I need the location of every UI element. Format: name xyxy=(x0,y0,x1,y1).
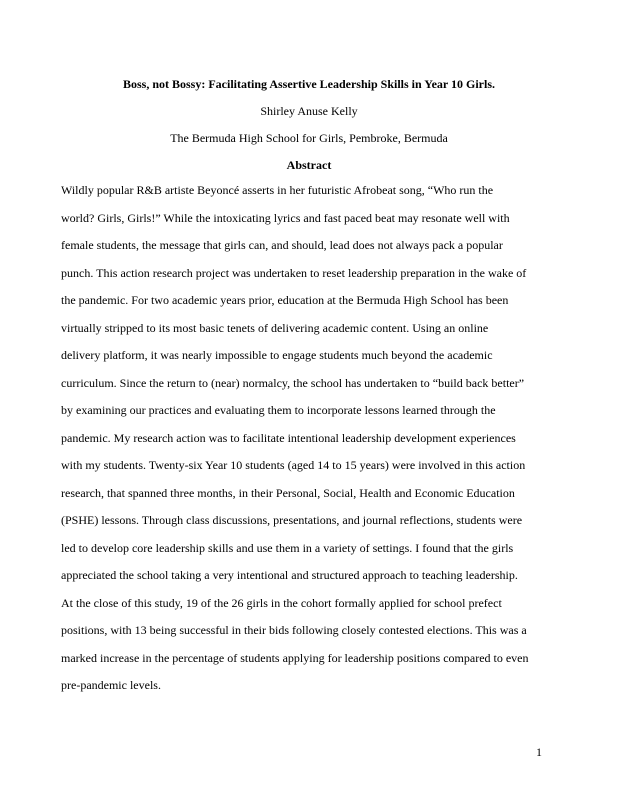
abstract-line: At the close of this study, 19 of the 26 girls in the cohort formally applied for school prefect xyxy=(61,595,502,610)
abstract-line: led to develop core leadership skills and use them in a variety of settings. I found that the girls xyxy=(61,540,514,555)
abstract-line: delivery platform, it was nearly impossible to engage students much beyond the academic xyxy=(61,348,493,362)
page-number: 1 xyxy=(536,745,542,759)
abstract-line: (PSHE) lessons. Through class discussions, presentations, and journal reflections, students were xyxy=(61,513,523,527)
abstract-line: the pandemic. For two academic years prior, education at the Bermuda High School has been xyxy=(61,293,509,307)
abstract-line: pre-pandemic levels. xyxy=(61,678,161,692)
abstract-line: by examining our practices and evaluating them to incorporate lessons learned through the xyxy=(61,403,496,417)
paper-title: Boss, not Bossy: Facilitating Assertive Leadership Skills in Year 10 Girls. xyxy=(122,77,496,91)
abstract-heading: Abstract xyxy=(286,158,332,172)
abstract-line: curriculum. Since the return to (near) normalcy, the school has undertaken to “build back better” xyxy=(61,375,525,390)
abstract-line: appreciated the school taking a very intentional and structured approach to teaching leadership. xyxy=(61,568,518,582)
abstract-body xyxy=(61,183,561,706)
abstract-line: with my students. Twenty-six Year 10 students (aged 14 to 15 years) were involved in this action xyxy=(61,458,526,472)
abstract-line: marked increase in the percentage of students applying for leadership positions compared to even xyxy=(61,650,529,665)
author-name: Shirley Anuse Kelly xyxy=(260,104,358,118)
abstract-line: positions, with 13 being successful in their bids following closely contested elections. This was a xyxy=(61,623,527,637)
abstract-line: punch. This action research project was undertaken to reset leadership preparation in the wake of xyxy=(61,265,527,280)
abstract-line: Wildly popular R&B artiste Beyoncé asserts in her futuristic Afrobeat song, “Who run the xyxy=(61,183,494,197)
abstract-line: female students, the message that girls can, and should, lead does not always pack a popular xyxy=(61,238,503,252)
abstract-line: research, that spanned three months, in their Personal, Social, Health and Economic Education xyxy=(61,485,515,500)
abstract-line: virtually stripped to its most basic tenets of delivering academic content. Using an online xyxy=(61,320,489,335)
abstract-line: pandemic. My research action was to facilitate intentional leadership development experiences xyxy=(61,430,516,445)
author-affiliation: The Bermuda High School for Girls, Pembroke, Bermuda xyxy=(170,131,448,145)
abstract-line: world? Girls, Girls!” While the intoxicating lyrics and fast paced beat may resonate well with xyxy=(61,210,510,225)
